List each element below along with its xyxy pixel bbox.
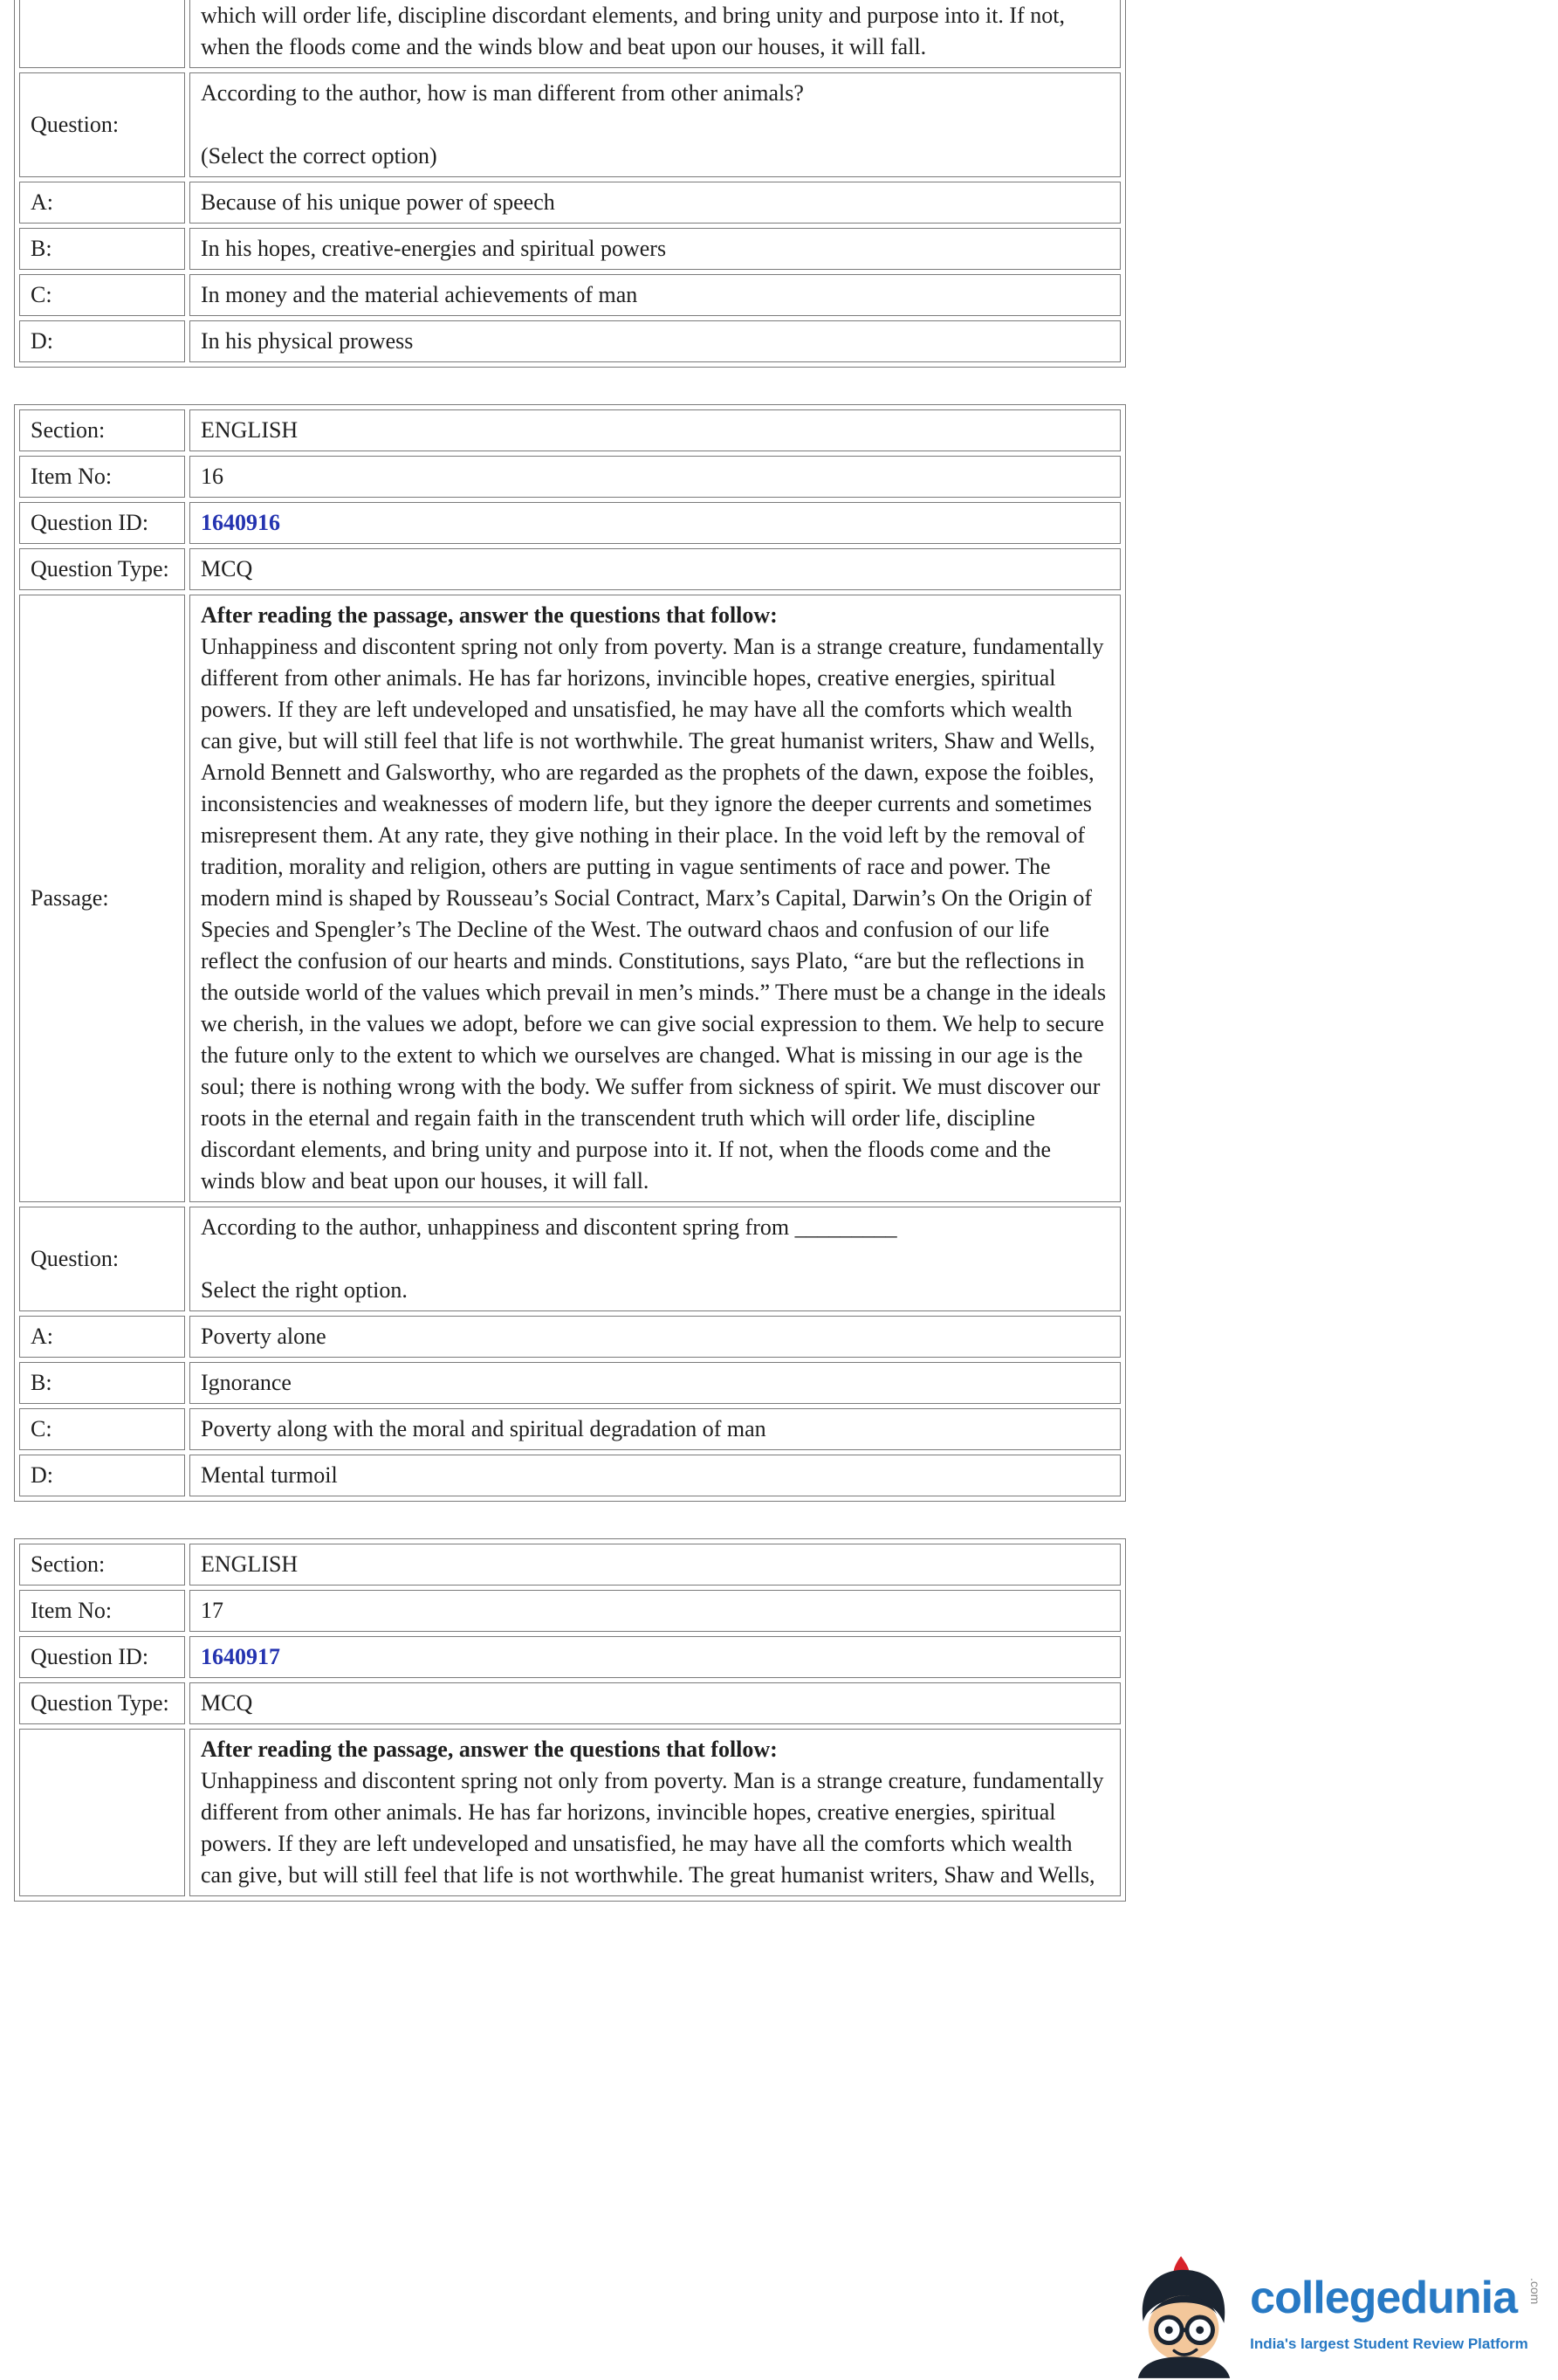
question-table-partial-top — [14, 0, 1126, 368]
mascot-shoulders — [1138, 2356, 1230, 2378]
mascot-eye-left — [1165, 2326, 1173, 2334]
passage-heading: After reading the passage, answer the questions that follow: — [201, 1737, 778, 1762]
table-row — [19, 72, 1121, 177]
option-d-text: In his physical prowess — [189, 320, 1121, 362]
brand-wordmark: collegedunia — [1250, 2273, 1517, 2324]
passage-label: Passage: — [19, 595, 185, 1202]
option-b-label: B: — [19, 228, 185, 270]
table-row — [19, 1590, 1121, 1632]
passage-heading: After reading the passage, answer the questions that follow: — [201, 602, 778, 628]
option-d-label: D: — [19, 1455, 185, 1496]
table-row — [19, 1408, 1121, 1450]
question-text: According to the author, unhappiness and discontent spring from _________ — [201, 1214, 897, 1240]
passage-cell — [189, 595, 1121, 1202]
passage-body: Unhappiness and discontent spring not only from poverty. Man is a strange creature, fundamentally different from other animals. He has far horizons, invincible hopes, creative energies, spiritual powers. If they are left undeveloped and unsatisfied, he may have all the comforts which wealth can give, but will still feel that life is not worthwhile. The great humanist writers, Shaw and Wells, — [201, 1768, 1104, 1888]
item-no-value: 16 — [189, 456, 1121, 498]
document-content — [14, 0, 1149, 1938]
table-row — [19, 1636, 1121, 1678]
option-c-text: Poverty along with the moral and spiritual degradation of man — [189, 1408, 1121, 1450]
question-label: Question: — [19, 1207, 185, 1311]
question-table-16 — [14, 404, 1126, 1502]
brand-text — [1250, 2274, 1551, 2360]
table-row — [19, 1362, 1121, 1404]
passage-tail-cell — [189, 0, 1121, 68]
mascot-eye-right — [1196, 2326, 1204, 2334]
question-table-17 — [14, 1538, 1126, 1902]
question-id-link[interactable]: 1640917 — [201, 1644, 280, 1669]
table-row — [19, 595, 1121, 1202]
table-row — [19, 182, 1121, 224]
table-row — [19, 1729, 1121, 1896]
option-b-label: B: — [19, 1362, 185, 1404]
passage-cell — [189, 1729, 1121, 1896]
option-b-text: In his hopes, creative-energies and spiritual powers — [189, 228, 1121, 270]
question-type-label: Question Type: — [19, 1682, 185, 1724]
passage-body: Unhappiness and discontent spring not only from poverty. Man is a strange creature, fundamentally different from other animals. He has far horizons, invincible hopes, creative energies, spiritual powers. If they are left undeveloped and unsatisfied, he may have all the comforts which wealth can give, but will still feel that life is not worthwhile. The great humanist writers, Shaw and Wells, Arnold Bennett and Galsworthy, who are regarded as the prophets of the dawn, expose the foibles, inconsistencies and weaknesses of modern life, but they ignore the deeper currents and sometimes misrepresent them. At any rate, they give nothing in their place. In the void left by the removal of tradition, morality and religion, others are putting in vague sentiments of race and power. The modern mind is shaped by Rousseau’s Social Contract, Marx’s Capital, Darwin’s On the Origin of Species and Spengler’s The Decline of the West. The outward chaos and confusion of our life reflect the confusion of our hearts and minds. Constitutions, says Plato, “are but the reflections in the outside world of the values which prevail in men’s minds.” There must be a change in the ideals we cherish, in the values we adopt, before we can give social expression to them. We help to secure the future only to the extent to which we ourselves are changed. What is missing in our age is the soul; there is nothing wrong with the body. We suffer from sickness of spirit. We must discover our roots in the eternal and regain faith in the transcendent truth which will order life, discipline discordant elements, and bring unity and purpose into it. If not, when the floods come and the winds blow and beat upon our houses, it will fall. — [201, 634, 1107, 1193]
section-label: Section: — [19, 1544, 185, 1586]
table-row — [19, 1682, 1121, 1724]
passage-label-cell-empty — [19, 0, 185, 68]
section-value: ENGLISH — [189, 409, 1121, 451]
item-no-label: Item No: — [19, 1590, 185, 1632]
table-row — [19, 0, 1121, 68]
table-row — [19, 1544, 1121, 1586]
option-c-label: C: — [19, 1408, 185, 1450]
passage-tail-text: which will order life, discipline discordant elements, and bring unity and purpose into it. If not, when the floods come and the winds blow and beat upon our houses, it will fall. — [201, 3, 1065, 59]
table-row — [19, 320, 1121, 362]
section-value: ENGLISH — [189, 1544, 1121, 1586]
question-id-link[interactable]: 1640916 — [201, 510, 280, 535]
brand-tagline: India's largest Student Review Platform — [1250, 2335, 1528, 2352]
question-id-label: Question ID: — [19, 1636, 185, 1678]
question-text: According to the author, how is man different from other animals? — [201, 80, 804, 106]
option-a-text: Poverty alone — [189, 1316, 1121, 1358]
spacer — [201, 1243, 1109, 1275]
option-a-label: A: — [19, 1316, 185, 1358]
option-c-text: In money and the material achievements of man — [189, 274, 1121, 316]
option-a-label: A: — [19, 182, 185, 224]
brand-suffix: .com — [1528, 2278, 1542, 2305]
table-row — [19, 1207, 1121, 1311]
question-cell — [189, 1207, 1121, 1311]
question-cell — [189, 72, 1121, 177]
question-instruction: (Select the correct option) — [201, 143, 437, 169]
section-label: Section: — [19, 409, 185, 451]
table-row — [19, 502, 1121, 544]
passage-label-cell-empty — [19, 1729, 185, 1896]
option-c-label: C: — [19, 274, 185, 316]
spacer — [201, 109, 1109, 141]
collegedunia-mascot-icon — [1129, 2256, 1239, 2378]
table-row — [19, 228, 1121, 270]
table-row — [19, 456, 1121, 498]
table-row — [19, 409, 1121, 451]
question-type-label: Question Type: — [19, 548, 185, 590]
option-d-text: Mental turmoil — [189, 1455, 1121, 1496]
table-row — [19, 548, 1121, 590]
question-id-cell — [189, 1636, 1121, 1678]
collegedunia-logo — [1129, 2256, 1551, 2378]
table-row — [19, 1316, 1121, 1358]
question-type-value: MCQ — [189, 1682, 1121, 1724]
option-b-text: Ignorance — [189, 1362, 1121, 1404]
question-instruction: Select the right option. — [201, 1277, 408, 1303]
table-row — [19, 274, 1121, 316]
question-id-cell — [189, 502, 1121, 544]
item-no-label: Item No: — [19, 456, 185, 498]
question-type-value: MCQ — [189, 548, 1121, 590]
item-no-value: 17 — [189, 1590, 1121, 1632]
option-a-text: Because of his unique power of speech — [189, 182, 1121, 224]
brand-row — [1250, 2274, 1551, 2322]
question-label: Question: — [19, 72, 185, 177]
option-d-label: D: — [19, 320, 185, 362]
question-id-label: Question ID: — [19, 502, 185, 544]
table-row — [19, 1455, 1121, 1496]
